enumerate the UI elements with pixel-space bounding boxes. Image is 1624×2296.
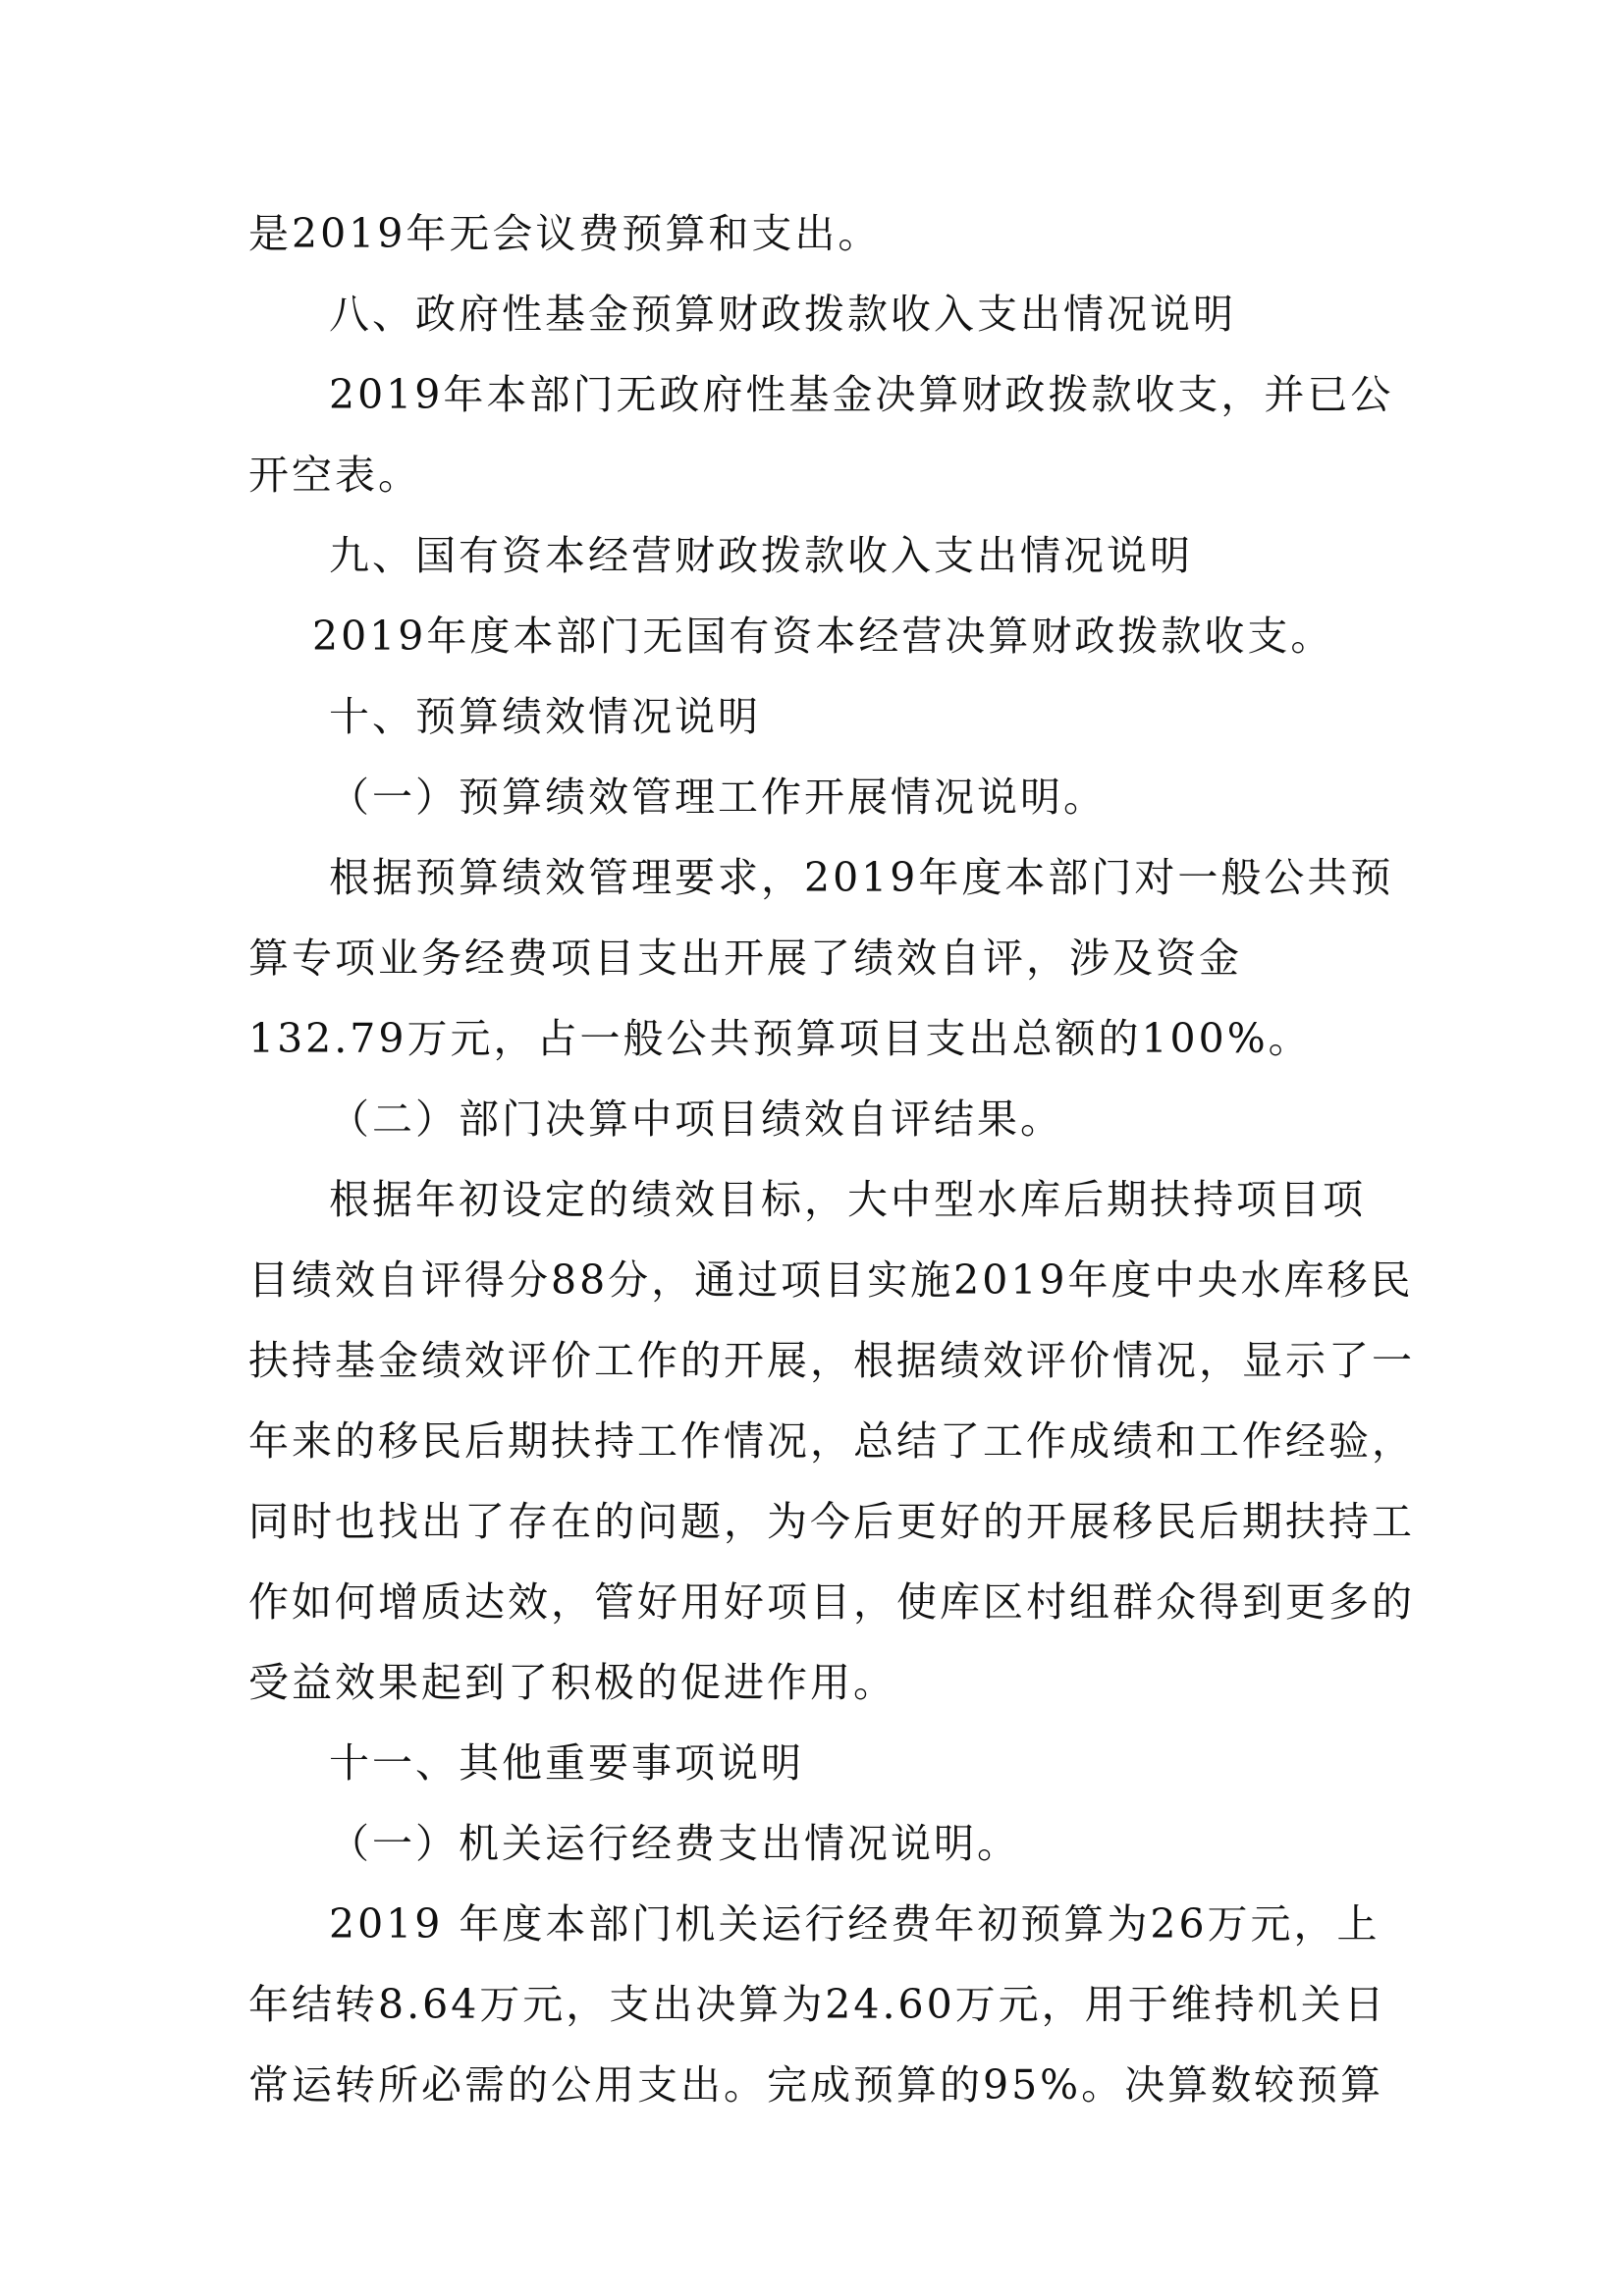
section-heading: 八、政府性基金预算财政拨款收入支出情况说明 (329, 291, 1236, 338)
text-line: 常运转所必需的公用支出。完成预算的95%。决算数较预算 (248, 2061, 1384, 2109)
section-heading: 十、预算绩效情况说明 (329, 693, 761, 740)
text-line: 作如何增质达效，管好用好项目，使库区村组群众得到更多的 (248, 1578, 1415, 1626)
text-line: 年结转8.64万元，支出决算为24.60万元，用于维持机关日 (248, 1981, 1387, 2028)
text-line: 是2019年无会议费预算和支出。 (248, 210, 882, 257)
section-heading: 九、国有资本经营财政拨款收入支出情况说明 (329, 532, 1193, 579)
text-line: 根据年初设定的绩效目标，大中型水库后期扶持项目项 (329, 1176, 1366, 1223)
subsection-heading: （二）部门决算中项目绩效自评结果。 (329, 1095, 1063, 1143)
text-line: 2019年度本部门无国有资本经营决算财政拨款收支。 (312, 613, 1334, 660)
subsection-heading: （一）预算绩效管理工作开展情况说明。 (329, 774, 1107, 821)
text-line: 扶持基金绩效评价工作的开展，根据绩效评价情况，显示了一 (248, 1337, 1415, 1384)
subsection-heading: （一）机关运行经费支出情况说明。 (329, 1820, 1020, 1867)
text-line: 2019年本部门无政府性基金决算财政拨款收支，并已公 (329, 371, 1394, 418)
text-line: 年来的移民后期扶持工作情况，总结了工作成绩和工作经验， (248, 1417, 1415, 1465)
text-line: 受益效果起到了积极的促进作用。 (248, 1659, 896, 1706)
text-line: 同时也找出了存在的问题，为今后更好的开展移民后期扶持工 (248, 1498, 1415, 1545)
text-line: 132.79万元，占一般公共预算项目支出总额的100%。 (248, 1015, 1312, 1062)
text-line: 算专项业务经费项目支出开展了绩效自评，涉及资金 (248, 934, 1242, 982)
text-line: 目绩效自评得分88分，通过项目实施2019年度中央水库移民 (248, 1256, 1414, 1304)
section-heading: 十一、其他重要事项说明 (329, 1739, 804, 1787)
text-line: 2019 年度本部门机关运行经费年初预算为26万元，上 (329, 1900, 1380, 1948)
text-line: 根据预算绩效管理要求，2019年度本部门对一般公共预 (329, 854, 1394, 901)
text-line: 开空表。 (248, 452, 421, 499)
